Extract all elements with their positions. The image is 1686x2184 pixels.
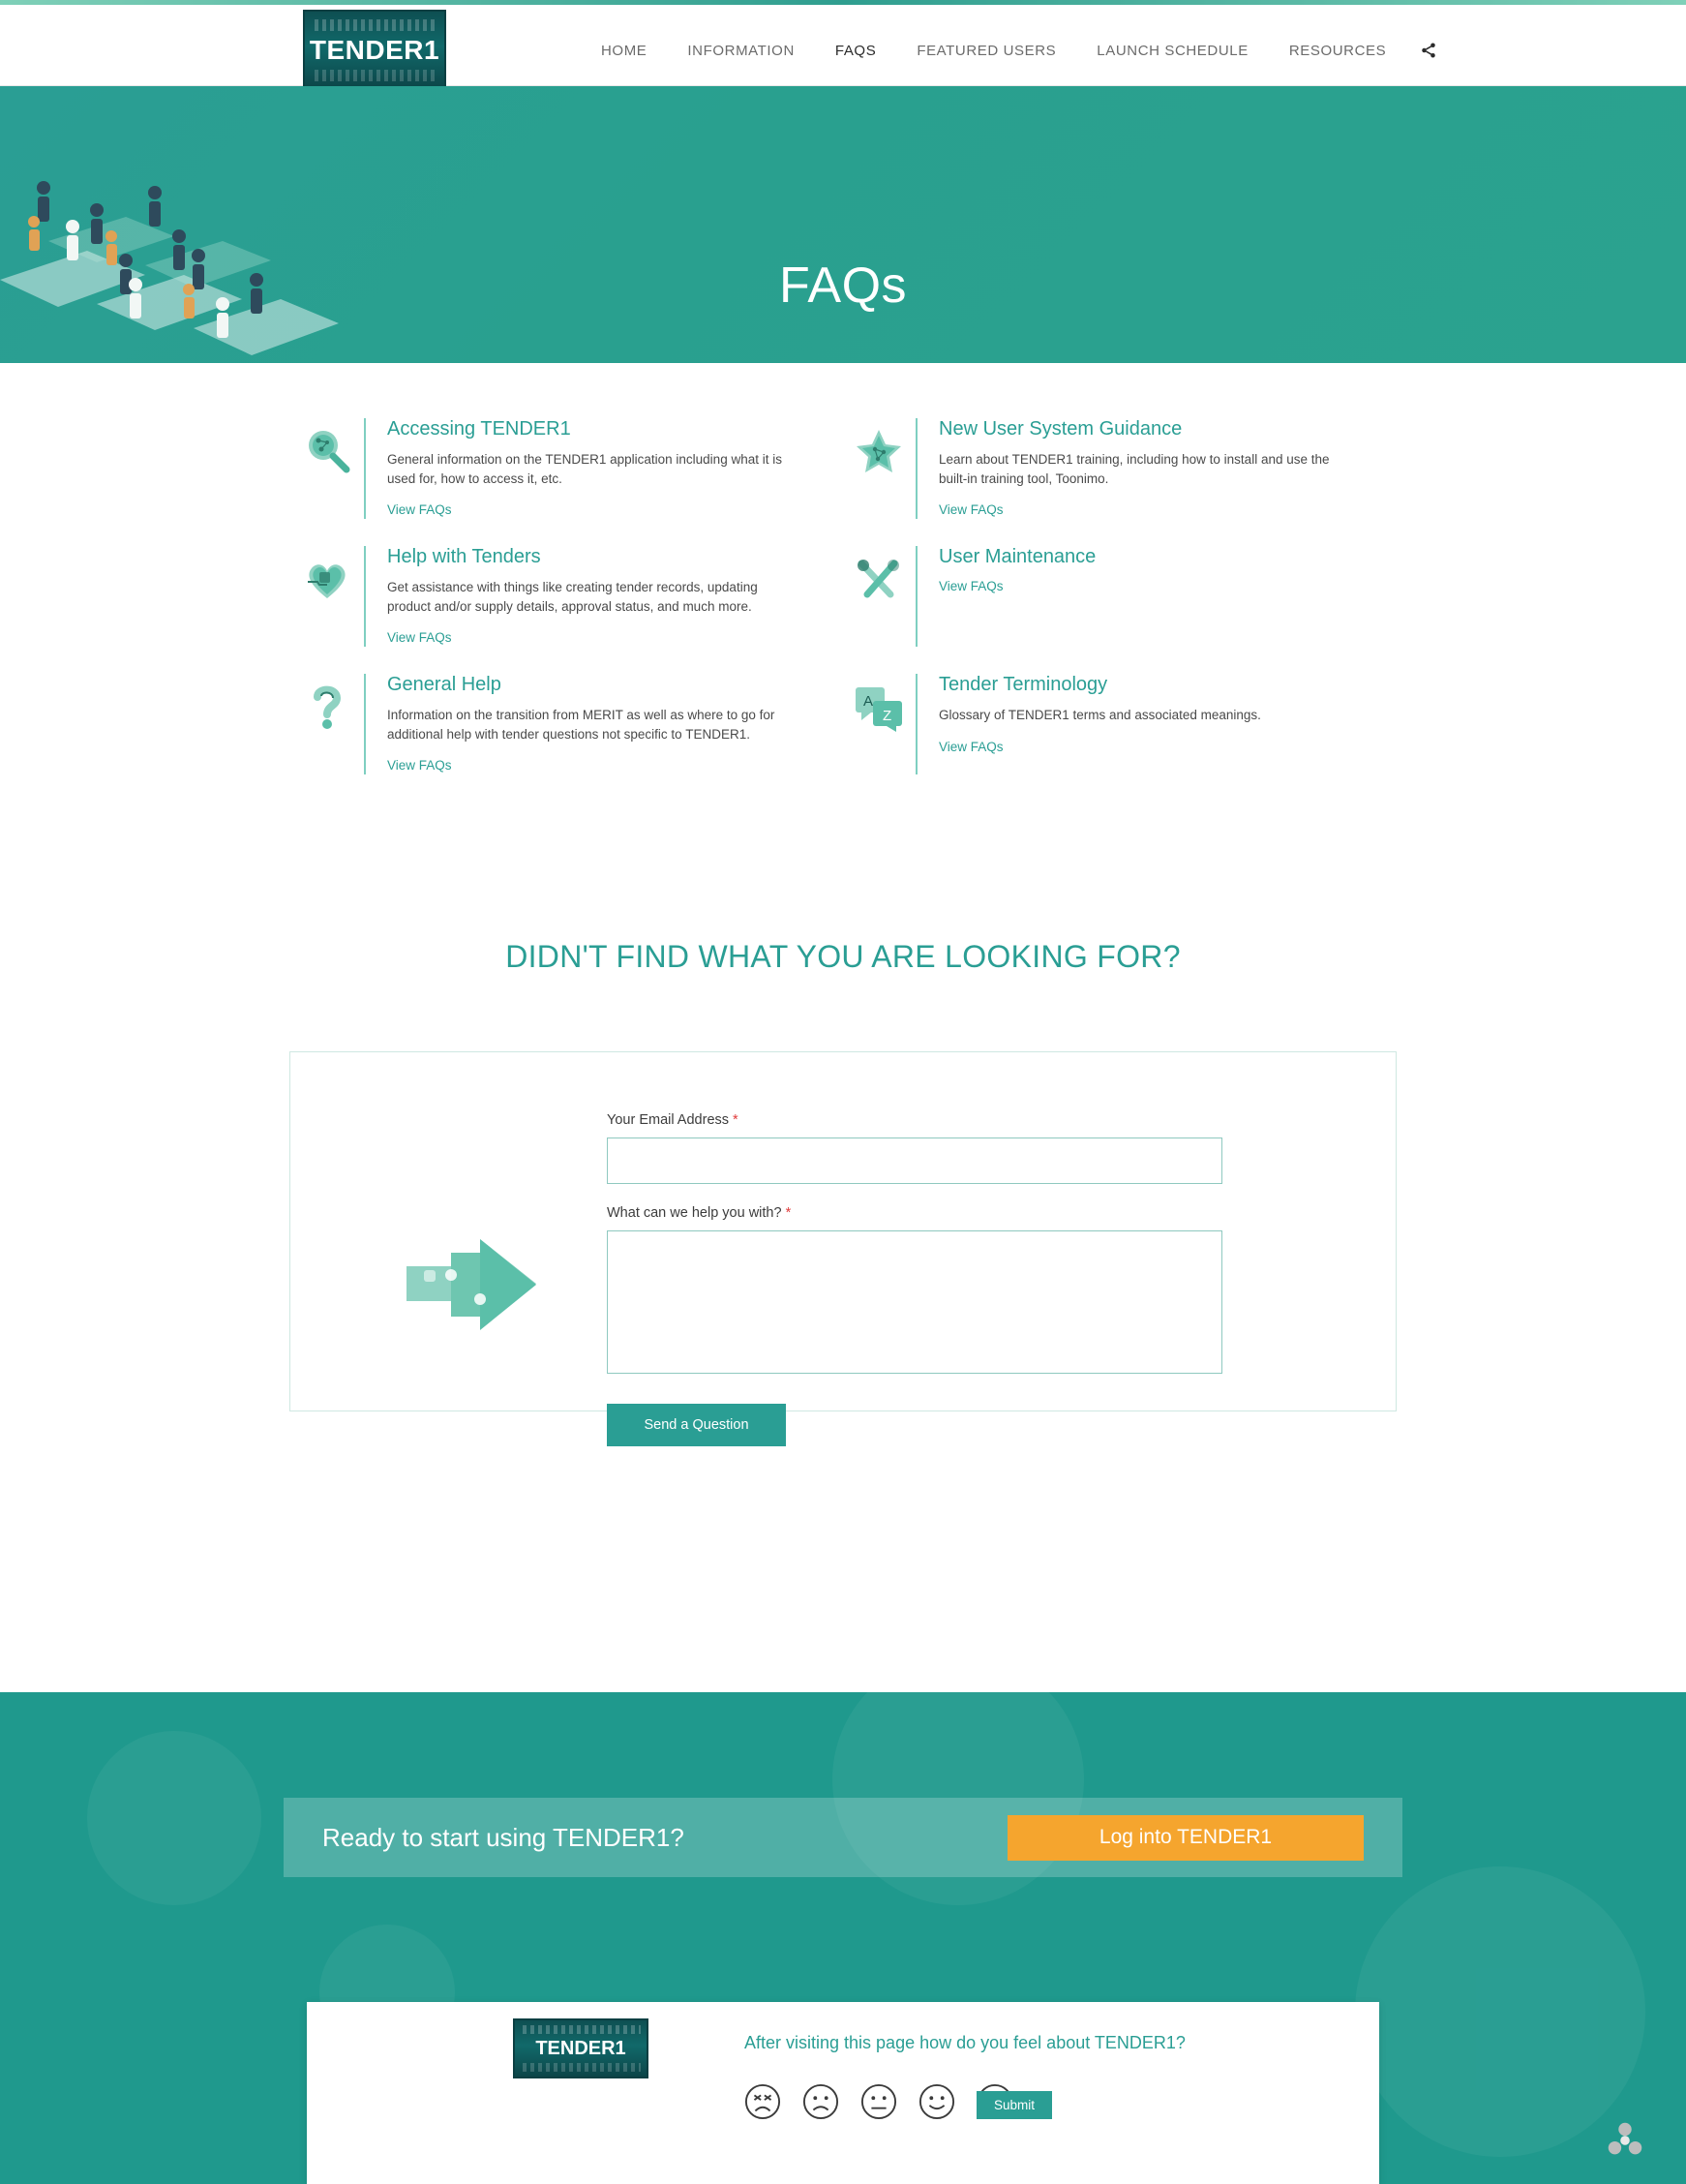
logo-shine-top [523,2025,641,2034]
question-mark-icon [290,674,364,774]
hero-banner [0,86,1686,363]
tools-icon [842,546,916,647]
faq-row [290,546,1394,674]
message-field-label [607,1205,1226,1221]
faq-card-user-maintenance[interactable] [842,546,1394,647]
required-marker: * [733,1112,738,1128]
puzzle-arrow-icon [405,1231,559,1338]
logo-shine-bottom [523,2063,641,2072]
feedback-logo-text: TENDER1 [535,2037,626,2059]
contact-heading: DIDN'T FIND WHAT YOU ARE LOOKING FOR? [505,939,1181,974]
faq-description: Get assistance with things like creating tender records, updating product and/or supply details, approval status, and much more. [387,580,758,614]
faq-body [916,674,1261,774]
faq-row [290,674,1394,802]
faq-description: Learn about TENDER1 training, including how to install and use the built-in training tool, Toonimo. [939,452,1330,486]
svg-text:A: A [863,693,874,711]
magnifier-icon [290,418,364,519]
faq-title[interactable]: New User System Guidance [939,418,1183,440]
feedback-logo [513,2018,648,2078]
faq-body [364,546,794,647]
faq-title[interactable]: User Maintenance [939,546,1097,568]
log-into-tender1-button[interactable]: Log into TENDER1 [1008,1815,1364,1861]
page-title: FAQs [778,258,908,314]
nav-item-featured-users[interactable]: FEATURED USERS [917,42,1057,59]
share-icon[interactable] [1420,42,1437,59]
faq-description: Glossary of TENDER1 terms and associated meanings. [939,708,1261,723]
heart-puzzle-icon [290,546,364,647]
faq-view-link[interactable]: View FAQs [939,579,1004,594]
logo-text: TENDER1 [309,35,440,65]
hero-illustration [0,135,406,363]
logo-shine-bottom [315,70,438,81]
faq-body [916,418,1345,519]
faq-card-accessing-tender1[interactable] [290,418,842,519]
email-field-label [607,1112,1226,1128]
faq-title[interactable]: Tender Terminology [939,674,1108,696]
decorative-blob [1355,1866,1645,2157]
faq-body [916,546,1096,647]
az-translate-icon [842,674,916,774]
faq-title[interactable]: General Help [387,674,501,696]
faq-view-link[interactable]: View FAQs [939,502,1004,518]
site-header [0,5,1686,86]
faq-title[interactable]: Accessing TENDER1 [387,418,571,440]
faq-card-general-help[interactable] [290,674,842,774]
faq-category-grid [290,418,1394,802]
message-label-text: What can we help you with? [607,1205,782,1221]
message-field[interactable] [607,1230,1222,1374]
email-label-text: Your Email Address [607,1112,730,1128]
main-nav [581,10,1437,91]
site-logo[interactable] [303,10,446,91]
contact-form-fields [607,1112,1226,1446]
faq-body [364,674,794,774]
logo-shine-top [315,19,438,31]
faq-card-help-with-tenders[interactable] [290,546,842,647]
face-happy-icon[interactable] [918,2083,955,2120]
feedback-card [307,2002,1379,2184]
required-marker: * [785,1205,792,1221]
nav-item-home[interactable]: HOME [601,42,647,59]
face-sad-icon[interactable] [802,2083,839,2120]
faq-view-link[interactable]: View FAQs [387,502,452,518]
feedback-submit-button[interactable]: Submit [977,2091,1052,2119]
cta-banner [284,1798,1402,1877]
face-angry-icon[interactable] [744,2083,781,2120]
contact-form-panel [289,1051,1397,1433]
decorative-blob [87,1731,261,1905]
accessibility-widget-icon[interactable] [1603,2118,1647,2163]
nav-item-faqs[interactable]: FAQS [834,42,877,59]
send-question-button[interactable]: Send a Question [607,1404,786,1446]
faq-view-link[interactable]: View FAQs [387,630,452,646]
faq-card-tender-terminology[interactable] [842,674,1394,774]
face-neutral-icon[interactable] [860,2083,897,2120]
faq-view-link[interactable]: View FAQs [387,758,452,774]
cta-text: Ready to start using TENDER1? [322,1822,684,1852]
feedback-question: After visiting this page how do you feel about TENDER1? [744,2033,1186,2052]
nav-item-information[interactable]: INFORMATION [687,42,795,59]
email-field[interactable] [607,1138,1222,1184]
faq-card-new-user-system-guidance[interactable] [842,418,1394,519]
faq-description: General information on the TENDER1 application including what it is used for, how to access it, etc. [387,452,782,486]
faq-row [290,418,1394,546]
svg-text:Z: Z [883,708,892,725]
faq-description: Information on the transition from MERIT as well as where to go for additional help with tender questions not specific to TENDER1. [387,708,775,742]
faq-view-link[interactable]: View FAQs [939,739,1004,754]
nav-item-launch-schedule[interactable]: LAUNCH SCHEDULE [1097,42,1249,59]
star-icon [842,418,916,519]
faq-body [364,418,794,519]
nav-item-resources[interactable]: RESOURCES [1288,42,1387,59]
faq-title[interactable]: Help with Tenders [387,546,541,568]
feedback-face-rating [744,2083,1013,2120]
